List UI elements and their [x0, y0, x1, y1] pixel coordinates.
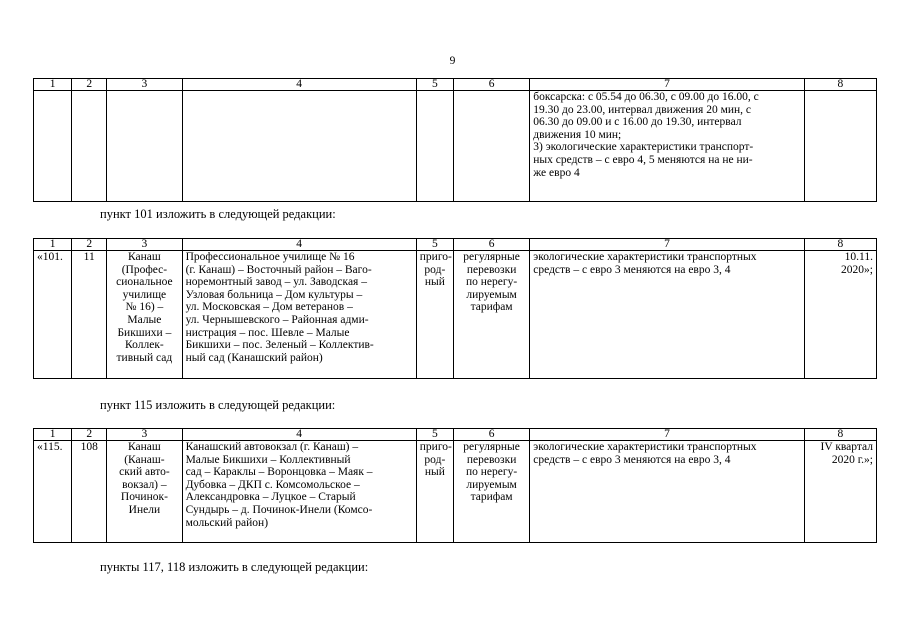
- text-line: № 16) –: [125, 301, 164, 314]
- route-table-101: [33, 238, 877, 379]
- route-number: 11: [72, 251, 107, 379]
- text-line: по нерегу-: [465, 276, 518, 289]
- column-number: 8: [804, 429, 876, 441]
- text-line: приго-: [419, 251, 452, 263]
- column-number: 2: [72, 239, 107, 251]
- text-line: экологические характеристики транспортных: [533, 441, 757, 453]
- text-line: сиональное: [116, 276, 173, 289]
- text-line: же евро 4: [533, 166, 580, 179]
- route-stops-cell: [182, 251, 416, 379]
- text-line: перевозки: [466, 263, 517, 276]
- text-line: 2020»;: [841, 263, 873, 276]
- text-line: Дубовка – ДКП с. Комсомольское –: [185, 478, 360, 491]
- text-line: ный: [424, 466, 445, 479]
- text-line: Инели: [128, 503, 161, 516]
- column-number: 6: [453, 429, 529, 441]
- column-number: 2: [72, 79, 107, 91]
- text-line: Профессиональное училище № 16: [185, 251, 355, 263]
- text-line: Бикшихи – пос. Зеленый – Коллектив-: [185, 339, 374, 352]
- table-row: [34, 251, 877, 379]
- text-line: Узловая больница – Дом культуры –: [185, 288, 363, 301]
- table-cell: [34, 91, 72, 202]
- column-number: 5: [416, 429, 453, 441]
- text-line: Починок-: [120, 491, 168, 504]
- table-cell: [72, 91, 107, 202]
- column-number: 7: [530, 239, 804, 251]
- text-line: регулярные: [463, 251, 520, 263]
- text-line: приго-: [419, 441, 452, 453]
- transport-type-cell: [453, 441, 529, 543]
- route-table-115: [33, 428, 877, 543]
- text-line: ных средств – с евро 4, 5 меняются на не ни-: [533, 153, 753, 166]
- text-line: (Канаш-: [124, 453, 165, 466]
- text-line: ный: [424, 276, 445, 289]
- text-line: 19.30 до 23.00, интервал движения 20 мин, с: [533, 103, 752, 116]
- date-cell: [804, 441, 876, 543]
- text-line: тивный сад: [116, 351, 173, 364]
- text-line: Канаш: [128, 251, 161, 263]
- text-line: (Профес-: [121, 263, 168, 276]
- table-cell: [453, 91, 529, 202]
- column-number: 7: [530, 79, 804, 91]
- route-table-continuation: [33, 78, 877, 202]
- text-line: род-: [424, 263, 446, 276]
- text-line: 06.30 до 09.00 и с 16.00 до 19.30, интервал: [533, 116, 742, 129]
- column-number: 5: [416, 79, 453, 91]
- route-name-cell: [107, 441, 182, 543]
- text-line: Канашский автовокзал (г. Канаш) –: [185, 441, 359, 453]
- text-line: 2020 г.»;: [831, 453, 873, 466]
- route-name-cell: [107, 251, 182, 379]
- text-line: Малые Бикшихи – Коллективный: [185, 453, 351, 466]
- text-line: Коллек-: [125, 339, 164, 352]
- column-number: 4: [182, 79, 416, 91]
- table-row: [34, 441, 877, 543]
- text-line: нистрация – пос. Шевле – Малые: [185, 326, 350, 339]
- text-line: регулярные: [463, 441, 520, 453]
- page-number: 9: [449, 55, 456, 67]
- text-line: род-: [424, 453, 446, 466]
- table-cell: [804, 91, 876, 202]
- route-item-number: «101.: [34, 251, 72, 379]
- route-changes-cell: [530, 441, 804, 543]
- column-number: 3: [107, 429, 182, 441]
- table-cell: [182, 91, 416, 202]
- text-line: ул. Чернышевского – Районная адми-: [185, 313, 369, 326]
- text-line: норемонтный завод – ул. Заводская –: [185, 276, 367, 289]
- text-line: вокзал) –: [122, 478, 167, 491]
- text-line: Бикшихи –: [117, 326, 172, 339]
- text-line: тарифам: [470, 301, 513, 314]
- column-number: 6: [453, 239, 529, 251]
- route-number: 108: [72, 441, 107, 543]
- table-cell: [416, 91, 453, 202]
- transport-type-cell: [453, 251, 529, 379]
- text-line: Сундырь – д. Починок-Инели (Комсо-: [185, 503, 373, 516]
- text-line: движения 10 мин;: [533, 128, 622, 141]
- text-line: тарифам: [470, 491, 513, 504]
- column-number: 5: [416, 239, 453, 251]
- table-row: [34, 91, 877, 202]
- text-line: ул. Московская – Дом ветеранов –: [185, 301, 353, 314]
- route-stops-cell: [182, 441, 416, 543]
- column-number: 1: [34, 239, 72, 251]
- route-changes-cell: [530, 251, 804, 379]
- column-number: 7: [530, 429, 804, 441]
- column-number: 3: [107, 79, 182, 91]
- instruction-paragraph: пункт 101 изложить в следующей редакции:: [100, 207, 336, 221]
- text-line: училище: [122, 288, 167, 301]
- text-line: 10.11.: [844, 251, 873, 263]
- column-number: 4: [182, 239, 416, 251]
- text-line: 3) экологические характеристики транспорт-: [533, 141, 754, 154]
- column-number: 8: [804, 239, 876, 251]
- column-number: 6: [453, 79, 529, 91]
- route-type-cell: [416, 251, 453, 379]
- text-line: ный сад (Канашский район): [185, 351, 323, 364]
- date-cell: [804, 251, 876, 379]
- text-line: лируемым: [466, 478, 517, 491]
- column-number-row: [34, 239, 877, 251]
- column-number: 1: [34, 79, 72, 91]
- text-line: лируемым: [466, 288, 517, 301]
- text-line: сад – Караклы – Воронцовка – Маяк –: [185, 466, 373, 479]
- route-changes-cell: [530, 91, 804, 202]
- text-line: Александровка – Луцкое – Старый: [185, 491, 356, 504]
- column-number: 2: [72, 429, 107, 441]
- text-line: средств – с евро 3 меняются на евро 3, 4: [533, 263, 731, 276]
- text-line: Канаш: [128, 441, 161, 453]
- route-type-cell: [416, 441, 453, 543]
- column-number: 3: [107, 239, 182, 251]
- text-line: Малые: [127, 313, 162, 326]
- text-line: экологические характеристики транспортных: [533, 251, 757, 263]
- text-line: перевозки: [466, 453, 517, 466]
- table-cell: [107, 91, 182, 202]
- route-item-number: «115.: [34, 441, 72, 543]
- text-line: IV квартал: [820, 441, 873, 453]
- text-line: мольский район): [185, 516, 269, 529]
- column-number: 4: [182, 429, 416, 441]
- instruction-paragraph: пункт 115 изложить в следующей редакции:: [100, 398, 336, 412]
- text-line: по нерегу-: [465, 466, 518, 479]
- text-line: (г. Канаш) – Восточный район – Ваго-: [185, 263, 372, 276]
- column-number: 8: [804, 79, 876, 91]
- text-line: средств – с евро 3 меняются на евро 3, 4: [533, 453, 731, 466]
- text-line: ский авто-: [119, 466, 170, 479]
- column-number-row: [34, 429, 877, 441]
- column-number-row: [34, 79, 877, 91]
- column-number: 1: [34, 429, 72, 441]
- instruction-paragraph: пункты 117, 118 изложить в следующей редакции:: [100, 560, 369, 574]
- text-line: боксарска: с 05.54 до 06.30, с 09.00 до 16.00, с: [533, 91, 759, 103]
